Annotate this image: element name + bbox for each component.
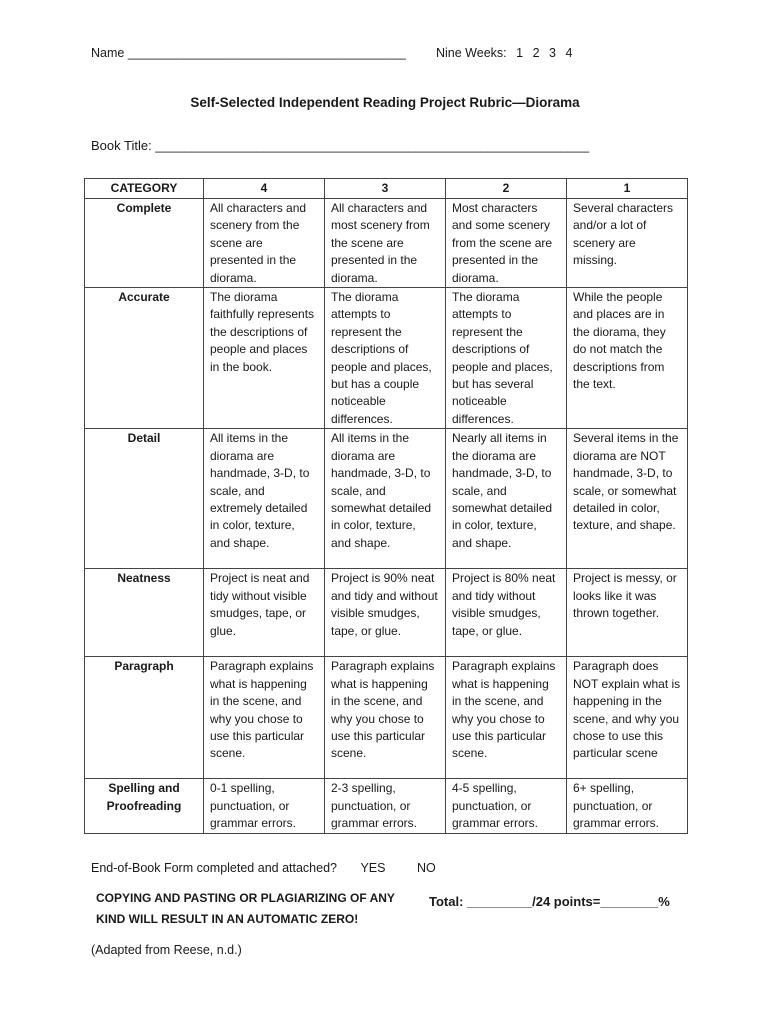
criteria-cell: 6+ spelling, punctuation, or grammar errors.: [567, 779, 688, 833]
week-option: 3: [549, 46, 556, 60]
criteria-cell: Paragraph does NOT explain what is happening in the scene, and why you chose to use this particular scene: [567, 657, 688, 779]
page-title: Self-Selected Independent Reading Project Rubric—Diorama: [190, 95, 580, 110]
table-row: [85, 429, 688, 569]
column-header-score-2: 2: [446, 179, 567, 199]
criteria-cell: Paragraph explains what is happening in the scene, and why you chose to use this particular scene.: [325, 657, 446, 779]
table-row: [85, 199, 688, 288]
week-option: 4: [565, 46, 573, 60]
table-row: [85, 779, 688, 833]
category-cell: Accurate: [85, 288, 204, 429]
yes-option: YES: [360, 861, 386, 875]
table-row: [85, 288, 688, 429]
column-header-score-4: 4: [204, 179, 325, 199]
week-option: 2: [532, 46, 540, 60]
criteria-cell: 0-1 spelling, punctuation, or grammar errors.: [204, 779, 325, 833]
no-option: NO: [416, 861, 436, 875]
criteria-cell: All items in the diorama are handmade, 3-D, to scale, and extremely detailed in color, texture, and shape.: [204, 429, 325, 569]
criteria-cell: Project is 90% neat and tidy and without visible smudges, tape, or glue.: [325, 569, 446, 657]
table-header-row: [85, 179, 688, 199]
rubric-table: [84, 178, 688, 834]
column-header-category: CATEGORY: [85, 179, 204, 199]
criteria-cell: Project is messy, or looks like it was thrown together.: [567, 569, 688, 657]
criteria-cell: 2-3 spelling, punctuation, or grammar errors.: [325, 779, 446, 833]
nine-weeks-selector: [436, 46, 578, 60]
criteria-cell: Project is neat and tidy without visible smudges, tape, or glue.: [204, 569, 325, 657]
criteria-cell: Most characters and some scenery from the scene are presented in the diorama.: [446, 199, 567, 288]
category-cell: Complete: [85, 199, 204, 288]
category-cell: Detail: [85, 429, 204, 569]
criteria-cell: Several characters and/or a lot of scenery are missing.: [567, 199, 688, 288]
criteria-cell: All characters and most scenery from the scene are presented in the diorama.: [325, 199, 446, 288]
table-row: [85, 569, 688, 657]
total-score-line: Total: _________/24 points=________%: [429, 894, 670, 909]
criteria-cell: The diorama faithfully represents the descriptions of people and places in the book.: [204, 288, 325, 429]
source-citation: (Adapted from Reese, n.d.): [91, 943, 242, 957]
criteria-cell: 4-5 spelling, punctuation, or grammar errors.: [446, 779, 567, 833]
criteria-cell: Nearly all items in the diorama are handmade, 3-D, to scale, and somewhat detailed in color, texture, and shape.: [446, 429, 567, 569]
criteria-cell: Several items in the diorama are NOT handmade, 3-D, to scale, or somewhat detailed in color, texture, and shape.: [567, 429, 688, 569]
category-cell: Neatness: [85, 569, 204, 657]
name-field-line: Name ________________________________________: [91, 46, 406, 60]
criteria-cell: All characters and scenery from the scene are presented in the diorama.: [204, 199, 325, 288]
criteria-cell: The diorama attempts to represent the descriptions of people and places, but has several noticeable differences.: [446, 288, 567, 429]
criteria-cell: While the people and places are in the diorama, they do not match the descriptions from the text.: [567, 288, 688, 429]
week-option: 1: [516, 46, 524, 60]
criteria-cell: Project is 80% neat and tidy without visible smudges, tape, or glue.: [446, 569, 567, 657]
criteria-cell: Paragraph explains what is happening in the scene, and why you chose to use this particular scene.: [204, 657, 325, 779]
book-title-line: Book Title: ____________________________________________________________: [91, 138, 590, 153]
criteria-cell: The diorama attempts to represent the descriptions of people and places, but has a couple noticeable differences.: [325, 288, 446, 429]
column-header-score-3: 3: [325, 179, 446, 199]
plagiarism-warning: COPYING AND PASTING OR PLAGIARIZING OF ANY KIND WILL RESULT IN AN AUTOMATIC ZERO!: [96, 891, 395, 926]
category-cell: Spelling and Proofreading: [85, 779, 204, 833]
eob-question-text: End-of-Book Form completed and attached?: [91, 861, 337, 875]
column-header-score-1: 1: [567, 179, 688, 199]
criteria-cell: All items in the diorama are handmade, 3-D, to scale, and somewhat detailed in color, texture, and shape.: [325, 429, 446, 569]
nine-weeks-label: Nine Weeks:: [436, 46, 507, 60]
category-cell: Paragraph: [85, 657, 204, 779]
end-of-book-form-question: [91, 861, 436, 875]
table-row: [85, 657, 688, 779]
criteria-cell: Paragraph explains what is happening in the scene, and why you chose to use this particular scene.: [446, 657, 567, 779]
